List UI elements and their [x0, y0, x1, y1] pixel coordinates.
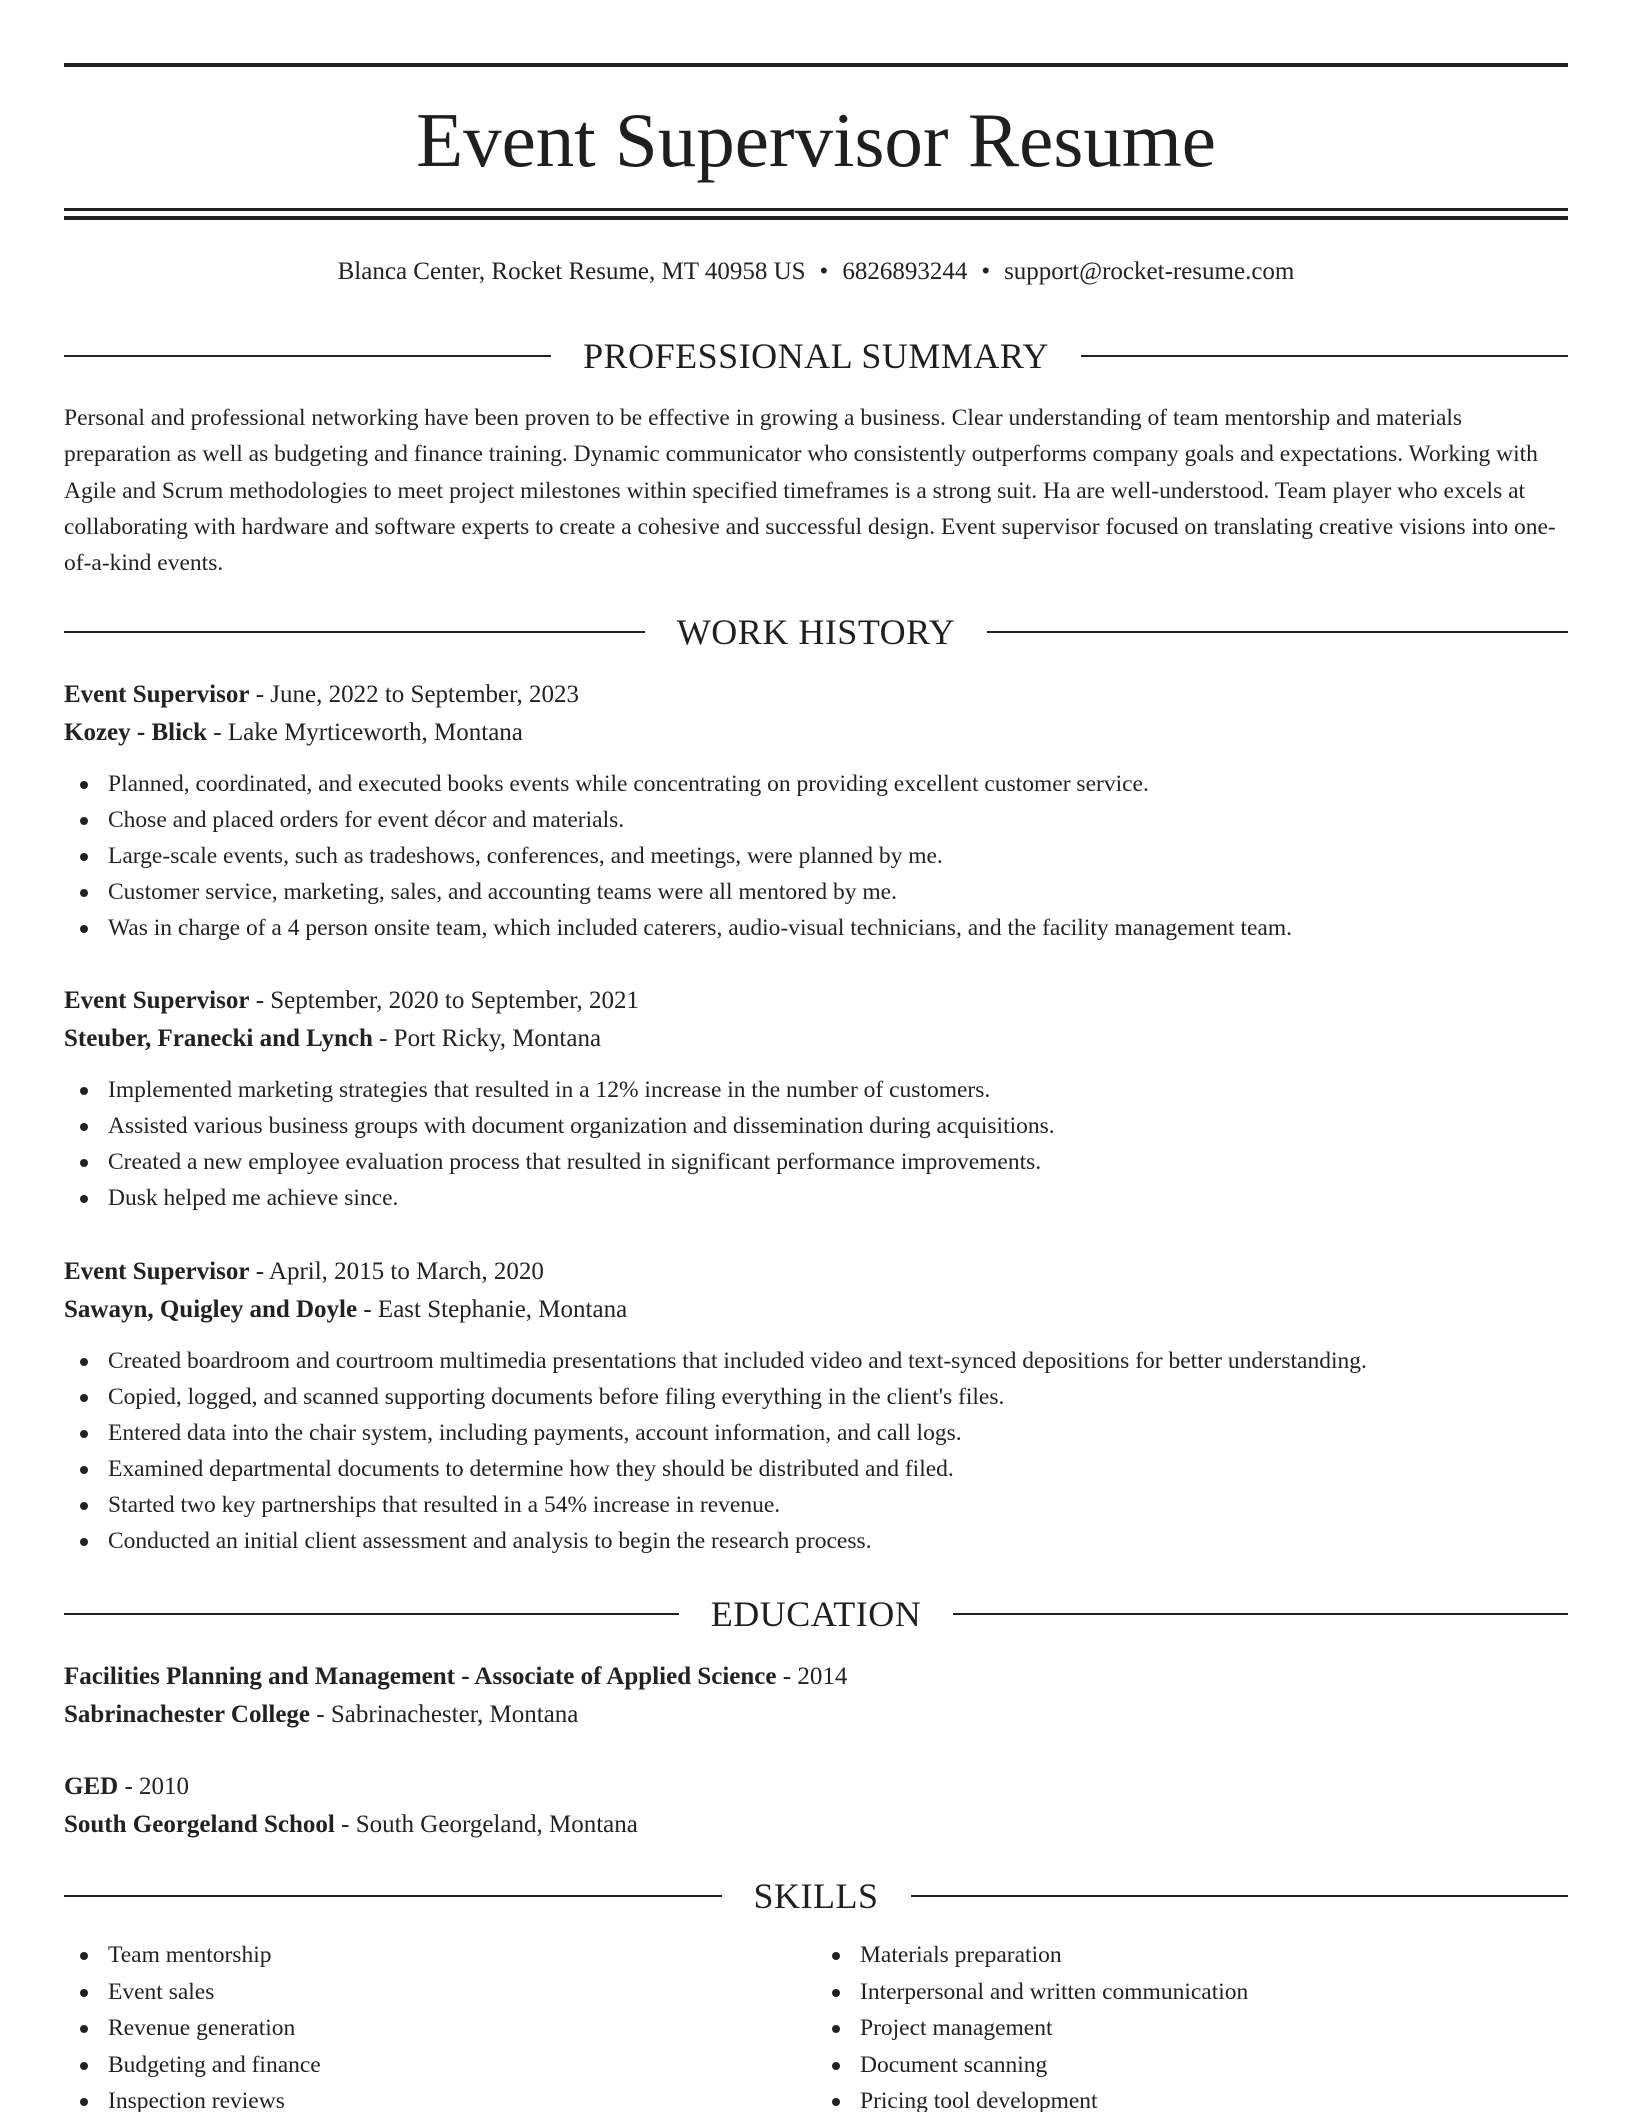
job-bullet: Examined departmental documents to determine how they should be distributed and filed. — [64, 1451, 1568, 1487]
summary-paragraph: Personal and professional networking have been proven to be effective in growing a business. Clear understanding of team mentorship and materials preparation as well as budgeting and finance training. Dynamic communicator who consistently outperforms company goals and expectations. Working with Agile and Scrum methodologies to meet project milestones within specified timeframes is a strong suit. Ha are well-understood. Team player who excels at collaborating with hardware and software experts to create a cohesive and successful design. Event supervisor focused on translating creative visions into one-of-a-kind events. — [64, 405, 1556, 577]
section-rule-left — [64, 1613, 679, 1615]
job-company-line — [64, 1020, 1568, 1058]
contact-phone: 6826893244 — [842, 258, 968, 285]
skills-list-left — [64, 1937, 816, 2112]
skills-list-right — [816, 1937, 1568, 2112]
job-company-line — [64, 1291, 1568, 1329]
section-title-summary: PROFESSIONAL SUMMARY — [583, 336, 1049, 376]
job-location: - Lake Myrticeworth, Montana — [207, 719, 523, 746]
education-degree-line — [64, 1768, 1568, 1806]
skill-item: Event sales — [64, 1974, 816, 2011]
job-title: Event Supervisor — [64, 681, 250, 708]
skill-item: Team mentorship — [64, 1937, 816, 1974]
skill-item: Document scanning — [816, 2047, 1568, 2084]
section-title-skills: SKILLS — [753, 1876, 879, 1916]
education-school-line — [64, 1806, 1568, 1844]
section-rule-left — [64, 355, 551, 357]
job-bullet: Assisted various business groups with document organization and dissemination during acquisitions. — [64, 1108, 1568, 1144]
section-rule-left — [64, 1895, 722, 1897]
contact-line — [64, 254, 1568, 290]
skill-item: Project management — [816, 2010, 1568, 2047]
job-company: Steuber, Franecki and Lynch — [64, 1025, 373, 1052]
education-entry — [64, 1768, 1568, 1844]
job-location: - Port Ricky, Montana — [372, 1025, 602, 1052]
job-dates: - April, 2015 to March, 2020 — [249, 1258, 544, 1285]
job-dates: - September, 2020 to September, 2021 — [249, 987, 640, 1014]
education-school: South Georgeland School — [64, 1811, 335, 1838]
skill-item: Revenue generation — [64, 2010, 816, 2047]
skills-columns — [64, 1937, 1568, 2112]
job-company: Sawayn, Quigley and Doyle — [64, 1296, 358, 1323]
job-location: - East Stephanie, Montana — [357, 1296, 628, 1323]
job-company-line — [64, 714, 1568, 752]
education-degree-line — [64, 1658, 1568, 1696]
skill-item: Materials preparation — [816, 1937, 1568, 1974]
education-degree: Facilities Planning and Management - Associate of Applied Science — [64, 1663, 777, 1690]
job-entry — [64, 1253, 1568, 1559]
job-title: Event Supervisor — [64, 1258, 250, 1285]
job-title-line — [64, 1253, 1568, 1291]
job-bullet: Dusk helped me achieve since. — [64, 1180, 1568, 1216]
job-bullets — [64, 1343, 1568, 1559]
education-school-line — [64, 1696, 1568, 1734]
job-company: Kozey - Blick — [64, 719, 208, 746]
job-bullet: Implemented marketing strategies that resulted in a 12% increase in the number of customers. — [64, 1072, 1568, 1108]
education-degree: GED — [64, 1773, 119, 1800]
section-header-education — [64, 1592, 1568, 1636]
job-dates: - June, 2022 to September, 2023 — [249, 681, 579, 708]
job-bullet: Created boardroom and courtroom multimedia presentations that included video and text-synced depositions for better understanding. — [64, 1343, 1568, 1379]
job-title-line — [64, 982, 1568, 1020]
contact-email: support@rocket-resume.com — [1004, 258, 1295, 285]
education-entry — [64, 1658, 1568, 1734]
skill-item: Inspection reviews — [64, 2083, 816, 2112]
job-title-line — [64, 676, 1568, 714]
education-location: - South Georgeland, Montana — [334, 1811, 638, 1838]
contact-separator: • — [819, 258, 829, 285]
section-header-skills — [64, 1874, 1568, 1918]
job-entry — [64, 676, 1568, 946]
section-header-work-history — [64, 610, 1568, 654]
job-bullet: Copied, logged, and scanned supporting documents before filing everything in the client's files. — [64, 1379, 1568, 1415]
job-bullets — [64, 766, 1568, 946]
education-school: Sabrinachester College — [64, 1701, 311, 1728]
section-header-summary — [64, 334, 1568, 378]
section-rule-right — [911, 1895, 1569, 1897]
job-bullet: Conducted an initial client assessment and analysis to begin the research process. — [64, 1523, 1568, 1559]
section-title-education: EDUCATION — [710, 1594, 922, 1634]
job-bullet: Created a new employee evaluation process that resulted in significant performance improvements. — [64, 1144, 1568, 1180]
skill-item: Pricing tool development — [816, 2083, 1568, 2112]
section-rule-right — [953, 1613, 1568, 1615]
skill-item: Interpersonal and written communication — [816, 1974, 1568, 2011]
skill-item: Budgeting and finance — [64, 2047, 816, 2084]
job-bullets — [64, 1072, 1568, 1216]
contact-separator: • — [981, 258, 991, 285]
job-bullet: Chose and placed orders for event décor and materials. — [64, 802, 1568, 838]
job-bullet: Large-scale events, such as tradeshows, conferences, and meetings, were planned by me. — [64, 838, 1568, 874]
education-year: - 2010 — [118, 1773, 190, 1800]
education-location: - Sabrinachester, Montana — [310, 1701, 579, 1728]
job-bullet: Started two key partnerships that resulted in a 54% increase in revenue. — [64, 1487, 1568, 1523]
resume-title: Event Supervisor Resume — [416, 97, 1216, 183]
header-double-rule-upper — [64, 208, 1568, 211]
header-top-rule — [64, 63, 1568, 67]
education-year: - 2014 — [776, 1663, 848, 1690]
job-bullet: Planned, coordinated, and executed books events while concentrating on providing excellent customer service. — [64, 766, 1568, 802]
section-rule-right — [987, 631, 1568, 633]
section-rule-right — [1081, 355, 1568, 357]
contact-address: Blanca Center, Rocket Resume, MT 40958 US — [337, 258, 806, 285]
job-bullet: Entered data into the chair system, including payments, account information, and call logs. — [64, 1415, 1568, 1451]
header-double-rule-lower — [64, 216, 1568, 220]
job-bullet: Customer service, marketing, sales, and accounting teams were all mentored by me. — [64, 874, 1568, 910]
section-rule-left — [64, 631, 645, 633]
job-entry — [64, 982, 1568, 1216]
job-bullet: Was in charge of a 4 person onsite team, which included caterers, audio-visual technicians, and the facility management team. — [64, 910, 1568, 946]
job-title: Event Supervisor — [64, 987, 250, 1014]
section-title-work-history: WORK HISTORY — [676, 612, 956, 652]
